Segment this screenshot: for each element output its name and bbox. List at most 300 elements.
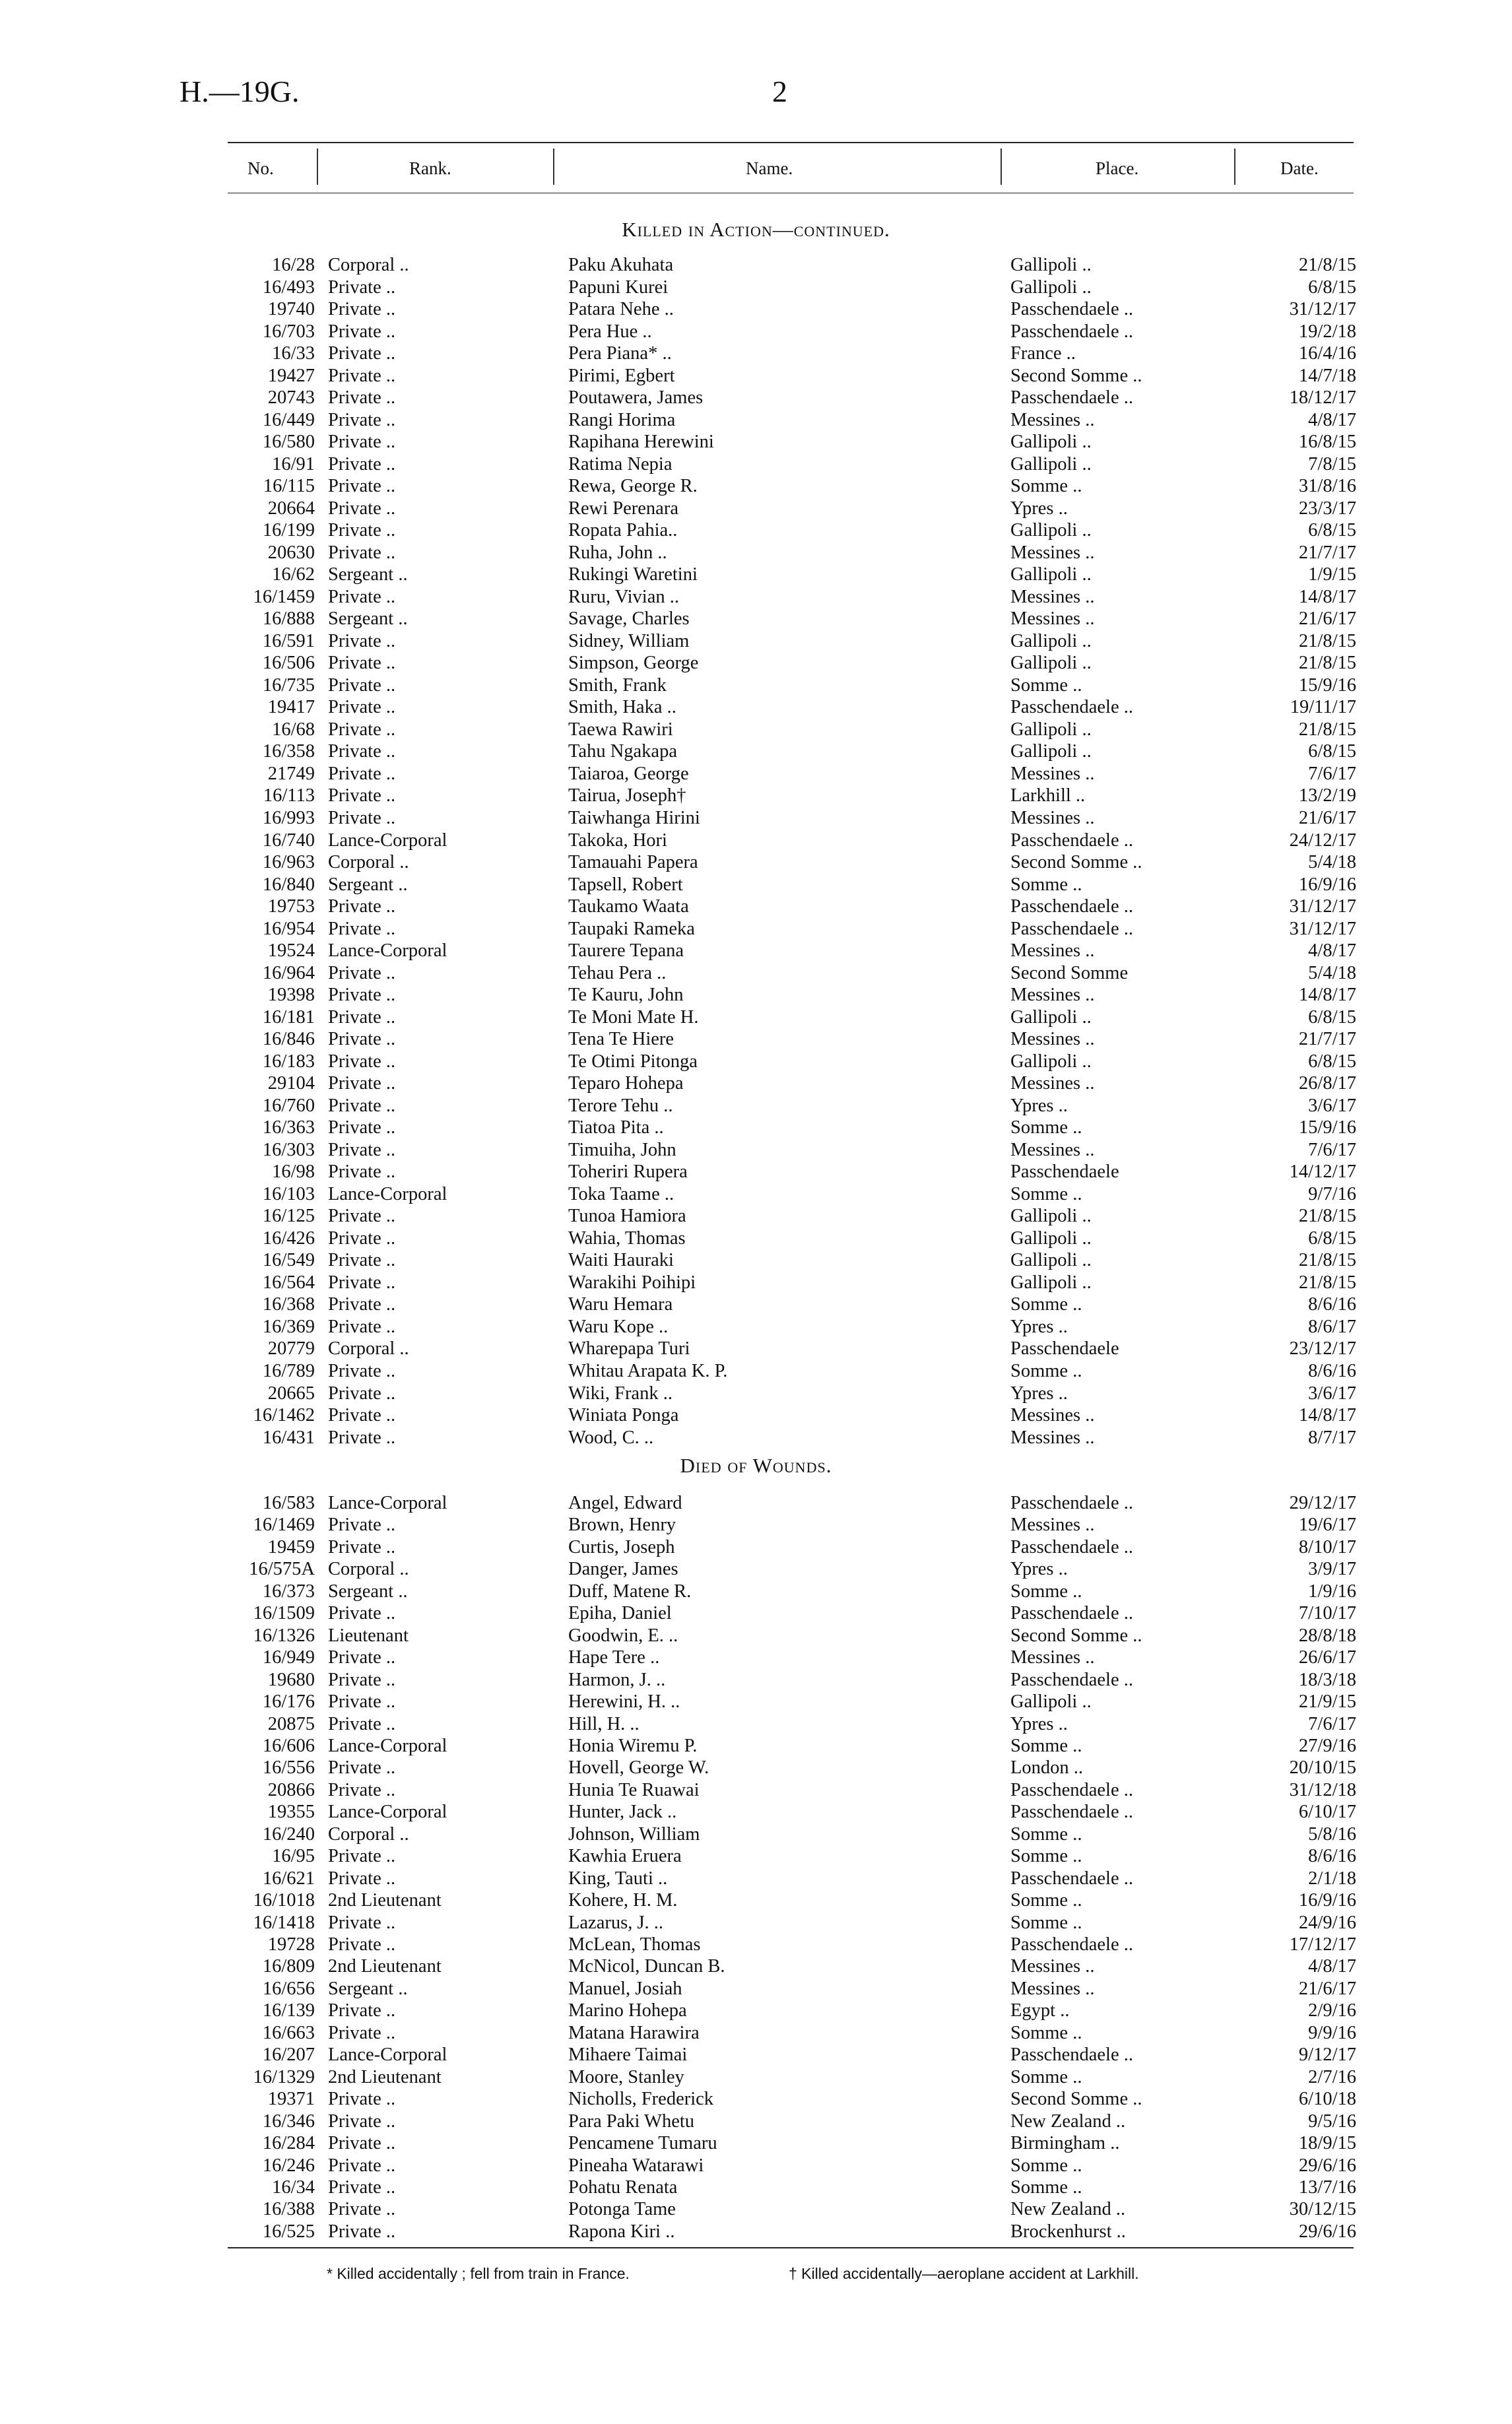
cell-name: Simpson, George <box>568 653 699 674</box>
cell-rank: Lance-Corporal <box>328 1802 447 1823</box>
cell-place: Passchendaele .. <box>1010 1802 1133 1823</box>
cell-date: 6/8/15 <box>1308 277 1356 298</box>
table-row <box>0 2221 1512 2243</box>
cell-rank: Lance-Corporal <box>328 940 447 962</box>
cell-name: Herewini, H. .. <box>568 1691 680 1713</box>
cell-place: Messines .. <box>1010 940 1095 962</box>
cell-rank: Sergeant .. <box>328 608 408 630</box>
cell-name: Tamauahi Papera <box>568 852 698 873</box>
cell-name: Terore Tehu .. <box>568 1095 673 1116</box>
table-top-rule <box>228 142 1354 143</box>
cell-place: Somme .. <box>1010 2022 1082 2043</box>
cell-name: Hape Tere .. <box>568 1647 660 1668</box>
cell-rank: Private .. <box>328 1669 396 1690</box>
cell-no: 16/181 <box>262 1006 315 1028</box>
table-row <box>0 1757 1512 1779</box>
cell-no: 16/368 <box>262 1294 315 1315</box>
cell-date: 3/6/17 <box>1308 1095 1356 1116</box>
cell-date: 31/12/17 <box>1289 896 1356 917</box>
cell-rank: 2nd Lieutenant <box>328 1956 442 1977</box>
table-row <box>0 1602 1512 1625</box>
cell-name: Rewa, George R. <box>568 476 698 497</box>
cell-place: Passchendaele <box>1010 1162 1119 1183</box>
table-row <box>0 1735 1512 1757</box>
cell-place: Somme .. <box>1010 1890 1082 1911</box>
table-row <box>0 1934 1512 1956</box>
cell-place: Messines .. <box>1010 1405 1095 1426</box>
cell-no: 16/125 <box>262 1206 315 1227</box>
cell-date: 7/8/15 <box>1308 453 1356 475</box>
cell-name: Te Kauru, John <box>568 985 684 1006</box>
cell-place: Ypres .. <box>1010 1316 1068 1337</box>
cell-date: 21/6/17 <box>1298 1978 1356 1999</box>
cell-place: Somme .. <box>1010 476 1082 497</box>
cell-name: Brown, Henry <box>568 1515 676 1536</box>
cell-no: 16/556 <box>262 1757 315 1779</box>
cell-place: Gallipoli .. <box>1010 653 1092 674</box>
cell-name: Winiata Ponga <box>568 1405 679 1426</box>
cell-place: Gallipoli .. <box>1010 1206 1092 1227</box>
table-row <box>0 896 1512 918</box>
cell-name: Angel, Edward <box>568 1493 682 1513</box>
col-divider-2 <box>553 148 554 185</box>
cell-name: Tahu Ngakapa <box>568 741 677 762</box>
cell-rank: Private .. <box>328 985 396 1006</box>
cell-place: Passchendaele .. <box>1010 697 1133 718</box>
cell-date: 18/12/17 <box>1289 387 1356 409</box>
cell-rank: Private .. <box>328 1846 396 1867</box>
cell-name: Tunoa Hamiora <box>568 1206 686 1227</box>
cell-place: Messines .. <box>1010 1647 1095 1668</box>
cell-place: Messines .. <box>1010 1978 1095 1999</box>
table-row <box>0 918 1512 940</box>
cell-date: 9/5/16 <box>1308 2111 1356 2132</box>
cell-rank: Private .. <box>328 321 396 342</box>
column-header-no: No. <box>247 158 274 178</box>
cell-no: 21749 <box>267 763 315 784</box>
cell-no: 16/493 <box>262 277 315 298</box>
cell-place: Brockenhurst .. <box>1010 2221 1126 2242</box>
cell-rank: Lieutenant <box>328 1625 409 1646</box>
cell-rank: Private .. <box>328 365 396 386</box>
cell-rank: Corporal .. <box>328 1338 409 1359</box>
cell-rank: Private .. <box>328 808 396 828</box>
cell-name: Ratima Nepia <box>568 453 673 475</box>
cell-name: Lazarus, J. .. <box>568 1912 664 1933</box>
cell-date: 13/2/19 <box>1298 785 1356 806</box>
cell-rank: Private .. <box>328 741 396 762</box>
cell-date: 2/9/16 <box>1308 2000 1356 2021</box>
cell-rank: Private .. <box>328 1383 396 1404</box>
cell-name: Waru Kope .. <box>568 1316 669 1337</box>
cell-name: Hovell, George W. <box>568 1757 709 1779</box>
table-row <box>0 498 1512 520</box>
cell-rank: Private .. <box>328 1206 396 1227</box>
cell-place: Gallipoli .. <box>1010 630 1092 651</box>
cell-name: Sidney, William <box>568 630 690 651</box>
cell-date: 29/6/16 <box>1298 2155 1356 2176</box>
cell-name: Te Otimi Pitonga <box>568 1051 698 1072</box>
cell-date: 23/3/17 <box>1298 498 1356 519</box>
cell-no: 19728 <box>267 1934 315 1955</box>
cell-no: 20875 <box>267 1713 315 1734</box>
cell-no: 16/113 <box>263 785 315 806</box>
cell-date: 5/8/16 <box>1308 1823 1356 1845</box>
cell-no: 16/103 <box>262 1183 315 1204</box>
cell-place: Messines .. <box>1010 542 1095 563</box>
table-row <box>0 719 1512 741</box>
cell-name: Poutawera, James <box>568 387 704 409</box>
cell-name: Waiti Hauraki <box>568 1250 674 1271</box>
table-row <box>0 1558 1512 1581</box>
cell-place: Second Somme <box>1010 962 1129 983</box>
cell-rank: Private .. <box>328 1405 396 1426</box>
cell-no: 16/95 <box>272 1846 315 1867</box>
cell-name: Curtis, Joseph <box>568 1536 675 1557</box>
table-row <box>0 1228 1512 1250</box>
cell-date: 8/6/16 <box>1308 1361 1356 1381</box>
cell-name: Toheriri Rupera <box>568 1162 688 1183</box>
cell-name: Tena Te Hiere <box>568 1029 674 1050</box>
table-row <box>0 2198 1512 2221</box>
cell-no: 19398 <box>267 985 315 1006</box>
cell-place: Passchendaele .. <box>1010 1536 1133 1557</box>
table-row <box>0 2066 1512 2089</box>
cell-date: 24/12/17 <box>1289 830 1356 851</box>
table-row <box>0 1205 1512 1228</box>
cell-no: 16/993 <box>262 808 315 828</box>
table-row <box>0 387 1512 409</box>
table-row <box>0 763 1512 785</box>
cell-name: Matana Harawira <box>568 2022 700 2043</box>
cell-rank: Private .. <box>328 1779 396 1800</box>
cell-rank: Private .. <box>328 763 396 784</box>
cell-rank: Private .. <box>328 520 396 541</box>
cell-name: Pera Hue .. <box>568 321 652 342</box>
cell-date: 21/8/15 <box>1298 1206 1356 1227</box>
cell-place: London .. <box>1010 1757 1084 1779</box>
cell-no: 16/207 <box>262 2045 315 2066</box>
cell-date: 6/8/15 <box>1308 520 1356 541</box>
cell-no: 16/240 <box>262 1823 315 1845</box>
cell-date: 6/8/15 <box>1308 1006 1356 1028</box>
cell-date: 9/12/17 <box>1298 2045 1356 2066</box>
cell-place: New Zealand .. <box>1010 2111 1126 2132</box>
cell-date: 7/6/17 <box>1308 1713 1356 1734</box>
table-row <box>0 1360 1512 1383</box>
table-row <box>0 1316 1512 1338</box>
cell-place: Messines .. <box>1010 409 1095 430</box>
cell-rank: Private .. <box>328 1868 396 1889</box>
cell-rank: Private .. <box>328 2133 396 2154</box>
cell-place: Messines .. <box>1010 985 1095 1006</box>
cell-date: 19/6/17 <box>1298 1515 1356 1536</box>
cell-name: Te Moni Mate H. <box>568 1006 699 1028</box>
cell-rank: Private .. <box>328 1117 396 1138</box>
cell-no: 16/34 <box>272 2177 315 2198</box>
cell-no: 16/1469 <box>253 1515 315 1536</box>
cell-name: Ruha, John .. <box>568 542 667 563</box>
cell-date: 27/9/16 <box>1298 1735 1356 1756</box>
cell-date: 19/2/18 <box>1298 321 1356 342</box>
table-row <box>0 1249 1512 1272</box>
cell-name: Danger, James <box>568 1559 678 1580</box>
table-row <box>0 2044 1512 2066</box>
cell-rank: Sergeant .. <box>328 1581 408 1602</box>
cell-name: Manuel, Josiah <box>568 1978 682 1999</box>
cell-no: 16/840 <box>262 874 315 895</box>
table-row <box>0 1427 1512 1449</box>
cell-no: 20664 <box>267 498 315 519</box>
cell-place: Messines .. <box>1010 1956 1095 1977</box>
table-row <box>0 1669 1512 1691</box>
cell-place: Second Somme .. <box>1010 1625 1142 1646</box>
cell-name: Pencamene Tumaru <box>568 2133 717 2154</box>
cell-name: Pineaha Watarawi <box>568 2155 704 2176</box>
cell-no: 16/115 <box>263 476 315 497</box>
table-row <box>0 830 1512 852</box>
cell-rank: Private .. <box>328 299 396 320</box>
table-row <box>0 2111 1512 2133</box>
cell-rank: Private .. <box>328 387 396 409</box>
table-row <box>0 475 1512 498</box>
table-row <box>0 1072 1512 1095</box>
cell-date: 6/10/18 <box>1298 2089 1356 2110</box>
cell-date: 24/9/16 <box>1298 1912 1356 1933</box>
cell-name: Taiaroa, George <box>568 763 689 784</box>
table-row <box>0 962 1512 985</box>
cell-place: Messines .. <box>1010 1029 1095 1050</box>
cell-no: 19459 <box>267 1536 315 1557</box>
cell-date: 20/10/15 <box>1289 1757 1356 1779</box>
cell-no: 16/549 <box>262 1250 315 1271</box>
cell-no: 16/703 <box>262 321 315 342</box>
cell-name: McLean, Thomas <box>568 1934 701 1955</box>
cell-name: Taiwhanga Hirini <box>568 808 700 828</box>
cell-rank: Private .. <box>328 697 396 718</box>
cell-rank: Private .. <box>328 277 396 298</box>
cell-no: 20866 <box>267 1779 315 1800</box>
cell-date: 7/6/17 <box>1308 763 1356 784</box>
cell-name: Wharepapa Turi <box>568 1338 690 1359</box>
cell-rank: Private .. <box>328 586 396 607</box>
cell-name: Johnson, William <box>568 1823 700 1845</box>
cell-name: Honia Wiremu P. <box>568 1735 698 1756</box>
cell-place: Messines .. <box>1010 808 1095 828</box>
cell-name: Warakihi Poihipi <box>568 1272 696 1293</box>
table-row <box>0 874 1512 896</box>
cell-rank: Private .. <box>328 2022 396 2043</box>
table-row <box>0 365 1512 387</box>
cell-place: Somme .. <box>1010 1823 1082 1845</box>
table-row <box>0 298 1512 321</box>
cell-date: 15/9/16 <box>1298 674 1356 696</box>
cell-date: 14/8/17 <box>1298 1405 1356 1426</box>
cell-date: 14/12/17 <box>1289 1162 1356 1183</box>
cell-name: Patara Nehe .. <box>568 299 674 320</box>
cell-place: Somme .. <box>1010 1117 1082 1138</box>
cell-name: Paku Akuhata <box>568 255 674 275</box>
cell-date: 6/8/15 <box>1308 1051 1356 1072</box>
cell-date: 16/8/15 <box>1298 432 1356 453</box>
cell-date: 23/12/17 <box>1289 1338 1356 1359</box>
table-row <box>0 696 1512 719</box>
cell-place: Gallipoli .. <box>1010 719 1092 740</box>
cell-rank: Private .. <box>328 1603 396 1624</box>
table-row <box>0 1845 1512 1868</box>
cell-place: Messines .. <box>1010 586 1095 607</box>
cell-no: 16/346 <box>262 2111 315 2132</box>
footnote-right: † Killed accidentally—aeroplane accident at Larkhill. <box>789 2265 1139 2282</box>
cell-place: Gallipoli .. <box>1010 1272 1092 1293</box>
table-row <box>0 1779 1512 1802</box>
cell-date: 8/6/17 <box>1308 1316 1356 1337</box>
cell-rank: Private .. <box>328 1139 396 1160</box>
cell-no: 19524 <box>267 940 315 962</box>
cell-no: 16/591 <box>262 630 315 651</box>
cell-rank: Lance-Corporal <box>328 830 447 851</box>
table-row <box>0 1294 1512 1316</box>
cell-date: 4/8/17 <box>1308 409 1356 430</box>
cell-no: 16/431 <box>262 1427 315 1448</box>
cell-place: Passchendaele .. <box>1010 1934 1133 1955</box>
cell-name: Papuni Kurei <box>568 277 669 298</box>
cell-name: Timuiha, John <box>568 1139 676 1160</box>
cell-rank: Private .. <box>328 1051 396 1072</box>
cell-date: 31/12/17 <box>1289 918 1356 939</box>
cell-name: Duff, Matene R. <box>568 1581 692 1602</box>
cell-no: 16/33 <box>272 343 315 364</box>
cell-rank: Lance-Corporal <box>328 2045 447 2066</box>
cell-place: Messines .. <box>1010 1139 1095 1160</box>
cell-rank: Sergeant .. <box>328 874 408 895</box>
table-row <box>0 409 1512 432</box>
cell-rank: Private .. <box>328 1272 396 1293</box>
table-row <box>0 1338 1512 1360</box>
cell-date: 16/9/16 <box>1298 1890 1356 1911</box>
cell-no: 16/91 <box>272 453 315 475</box>
col-divider-4 <box>1234 148 1235 185</box>
cell-name: Tapsell, Robert <box>568 874 683 895</box>
cell-date: 29/12/17 <box>1289 1493 1356 1513</box>
cell-date: 14/8/17 <box>1298 985 1356 1006</box>
cell-no: 19680 <box>267 1669 315 1690</box>
cell-rank: Private .. <box>328 1029 396 1050</box>
cell-name: Pera Piana* .. <box>568 343 672 364</box>
cell-date: 21/9/15 <box>1298 1691 1356 1713</box>
cell-date: 18/3/18 <box>1298 1669 1356 1690</box>
cell-name: Rewi Perenara <box>568 498 678 519</box>
cell-date: 29/6/16 <box>1298 2221 1356 2242</box>
cell-date: 4/8/17 <box>1308 1956 1356 1977</box>
cell-date: 7/6/17 <box>1308 1139 1356 1160</box>
table-row <box>0 1051 1512 1073</box>
cell-place: Birmingham .. <box>1010 2133 1120 2154</box>
cell-date: 1/9/16 <box>1308 1581 1356 1602</box>
cell-name: Tairua, Joseph† <box>568 785 686 806</box>
cell-rank: Private .. <box>328 630 396 651</box>
cell-rank: 2nd Lieutenant <box>328 1890 442 1911</box>
cell-rank: Corporal .. <box>328 255 409 275</box>
cell-rank: Private .. <box>328 498 396 519</box>
cell-no: 16/789 <box>262 1361 315 1381</box>
cell-date: 26/6/17 <box>1298 1647 1356 1668</box>
table-row <box>0 851 1512 874</box>
table-row <box>0 277 1512 299</box>
cell-rank: Private .. <box>328 1006 396 1028</box>
cell-no: 16/199 <box>262 520 315 541</box>
cell-place: Messines .. <box>1010 763 1095 784</box>
cell-place: Somme .. <box>1010 674 1082 696</box>
cell-place: Somme .. <box>1010 2177 1082 2198</box>
table-row <box>0 1095 1512 1117</box>
table-row <box>0 1801 1512 1823</box>
cell-date: 5/4/18 <box>1308 962 1356 983</box>
cell-place: Gallipoli .. <box>1010 1051 1092 1072</box>
table-row <box>0 1581 1512 1603</box>
cell-name: Hunter, Jack .. <box>568 1802 677 1823</box>
cell-date: 2/1/18 <box>1308 1868 1356 1889</box>
table-row <box>0 2088 1512 2111</box>
cell-place: Ypres .. <box>1010 1095 1068 1116</box>
cell-place: Gallipoli .. <box>1010 1006 1092 1028</box>
cell-name: Nicholls, Frederick <box>568 2089 714 2110</box>
cell-rank: Private .. <box>328 1934 396 1955</box>
cell-no: 19427 <box>267 365 315 386</box>
cell-date: 28/8/18 <box>1298 1625 1356 1646</box>
cell-date: 3/6/17 <box>1308 1383 1356 1404</box>
cell-no: 16/735 <box>262 674 315 696</box>
cell-rank: Private .. <box>328 1691 396 1713</box>
table-row <box>0 608 1512 630</box>
cell-no: 16/176 <box>262 1691 315 1713</box>
cell-name: Wiki, Frank .. <box>568 1383 673 1404</box>
cell-no: 16/606 <box>262 1735 315 1756</box>
cell-no: 16/303 <box>262 1139 315 1160</box>
cell-rank: Private .. <box>328 896 396 917</box>
cell-place: Somme .. <box>1010 1183 1082 1204</box>
cell-place: Gallipoli .. <box>1010 277 1092 298</box>
cell-place: Messines .. <box>1010 608 1095 630</box>
cell-name: Taupaki Rameka <box>568 918 695 939</box>
col-divider-3 <box>1001 148 1002 185</box>
cell-no: 16/954 <box>262 918 315 939</box>
cell-date: 21/6/17 <box>1298 608 1356 630</box>
cell-no: 16/580 <box>262 432 315 453</box>
cell-date: 14/7/18 <box>1298 365 1356 386</box>
cell-place: Passchendaele .. <box>1010 387 1133 409</box>
cell-name: Smith, Haka .. <box>568 697 676 718</box>
cell-rank: Private .. <box>328 2199 396 2220</box>
cell-no: 20743 <box>267 387 315 409</box>
table-row <box>0 785 1512 807</box>
cell-no: 16/139 <box>262 2000 315 2021</box>
table-row <box>0 254 1512 277</box>
cell-no: 16/740 <box>262 830 315 851</box>
cell-no: 16/621 <box>262 1868 315 1889</box>
cell-rank: Lance-Corporal <box>328 1735 447 1756</box>
cell-date: 21/8/15 <box>1298 1272 1356 1293</box>
table-row <box>0 1117 1512 1139</box>
cell-rank: Private .. <box>328 1316 396 1337</box>
table-row <box>0 2132 1512 2155</box>
cell-no: 19753 <box>267 896 315 917</box>
cell-name: Takoka, Hori <box>568 830 667 851</box>
table-row <box>0 740 1512 763</box>
table-row <box>0 1868 1512 1890</box>
cell-place: Larkhill .. <box>1010 785 1086 806</box>
cell-place: Messines .. <box>1010 1427 1095 1448</box>
